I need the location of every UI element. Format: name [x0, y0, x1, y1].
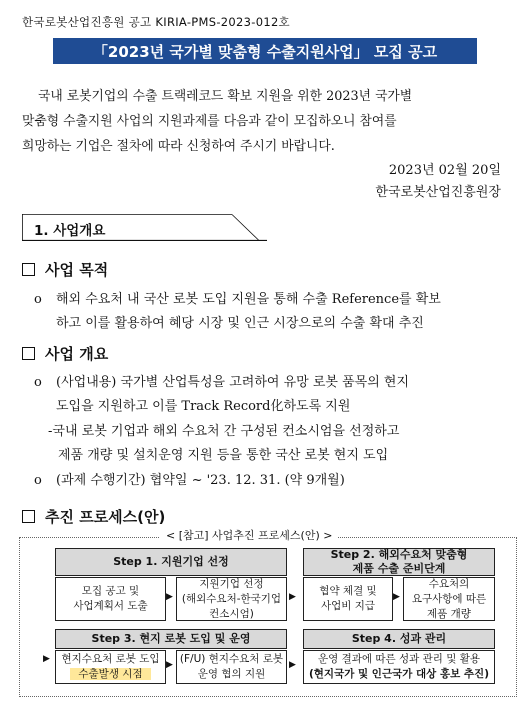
step-1-a-line-2: 사업계획서 도출	[73, 600, 148, 612]
step-2-cell-b	[403, 577, 495, 621]
checkbox-square-icon	[22, 347, 35, 360]
overview-b1-line-1: (사업내용) 국가별 산업특성을 고려하여 유망 로봇 품목의 현지	[56, 375, 410, 390]
overview-heading	[22, 343, 108, 364]
bullet-mark: o	[34, 473, 42, 488]
export-point-highlight: 수출발생 시점	[70, 668, 150, 680]
process-diagram-label: < [참고] 사업추진 프로세스(안) >	[160, 527, 338, 543]
step-3-cell-a	[55, 650, 166, 684]
announcement-title: 「2023년 국가별 맞춤형 수출지원사업」 모집 공고	[53, 38, 477, 64]
step-3-a-line-1: 현지수요처 로봇 도입	[61, 653, 160, 665]
arrow-right-icon: ▶	[289, 660, 296, 670]
step-1-cell-a	[55, 577, 166, 621]
step-3-b-line-1: (F/U) 현지수요처 로봇	[179, 653, 284, 665]
overview-heading-text: 사업 개요	[45, 345, 109, 363]
intro-line-3: 희망하는 기업은 절차에 따라 신청하여 주시기 바랍니다.	[22, 139, 335, 154]
announcement-date: 2023년 02월 20일	[388, 163, 501, 178]
overview-bullet-1	[34, 371, 504, 419]
intro-line-2: 맞춤형 수출지원 사업의 지원과제를 다음과 같이 모집하오니 참여를	[22, 114, 397, 129]
overview-b2-line: (과제 수행기간) 협약일 ~ '23. 12. 31. (약 9개월)	[56, 473, 345, 488]
purpose-line-2: 하고 이를 활용하여 혜당 시장 및 인근 시장으로의 수출 확대 추진	[56, 316, 424, 331]
step-1-cell-b	[176, 577, 287, 621]
step-4-cell	[303, 650, 495, 684]
step-4-title: Step 4. 성과 관리	[303, 629, 495, 649]
step-4-line-1: 운영 결과에 따른 성과 관리 및 활용	[317, 653, 481, 665]
step-1-b-line-2: (해외수요처-한국기업	[181, 592, 282, 605]
section-1-header	[22, 214, 267, 241]
bullet-mark: o	[34, 292, 42, 307]
intro-paragraph	[22, 84, 506, 159]
issuing-organization: 한국로봇산업진흥원장	[375, 185, 501, 200]
checkbox-square-icon	[22, 263, 35, 276]
overview-sub-bullet	[48, 420, 508, 468]
process-heading-text: 추진 프로세스(안)	[45, 508, 166, 526]
step-2-b-line-1: 수요처의	[428, 577, 470, 590]
step-2-title-line-1: Step 2. 해외수요처 맞춤형	[330, 548, 468, 561]
step-2-b-line-2: 요구사항에 따른	[411, 592, 487, 605]
step-1-b-line-3: 컨소시엄)	[209, 607, 254, 620]
overview-sub-line-2: 제품 개량 및 설치운영 지원 등을 통한 국산 로봇 현지 도입	[58, 448, 389, 463]
step-3-title: Step 3. 현지 로봇 도입 및 운영	[55, 629, 287, 649]
overview-sub-line-1: -국내 로봇 기업과 해외 수요처 간 구성된 컨소시엄을 선정하고	[48, 424, 400, 439]
process-heading	[22, 506, 165, 527]
step-1-a-line-1: 모집 공고 및	[81, 585, 140, 597]
overview-bullet-2	[34, 469, 504, 493]
step-4-line-2: (현지국가 및 인근국가 대상 홍보 추진)	[308, 668, 490, 680]
step-2-cell-a	[303, 577, 393, 621]
notice-number: 한국로봇산업진흥원 공고 KIRIA-PMS-2023-012호	[22, 15, 290, 29]
purpose-line-1: 해외 수요처 내 국산 로봇 도입 지원을 통해 수출 Reference를 확보	[56, 292, 441, 307]
step-2-title	[303, 548, 495, 576]
bullet-mark: o	[34, 375, 42, 390]
arrow-right-icon: ▶	[166, 660, 173, 670]
checkbox-square-icon	[22, 510, 35, 523]
step-1-b-line-1: 지원기업 선정	[199, 577, 264, 590]
step-2-a-line-2: 사업비 지급	[320, 600, 376, 612]
purpose-heading	[22, 259, 108, 280]
overview-b1-line-2: 도입을 지원하고 이를 Track Record化하도록 지원	[56, 399, 351, 414]
step-3-b-line-2: 운영 협의 지원	[197, 668, 266, 680]
arrow-right-icon: ▶	[43, 654, 50, 664]
section-1-title: 1. 사업개요	[34, 223, 106, 239]
step-3-cell-b	[176, 650, 287, 684]
arrow-right-icon: ▶	[393, 592, 400, 602]
step-2-title-line-2: 제품 수출 준비단계	[352, 562, 446, 575]
arrow-right-icon: ▶	[289, 592, 296, 602]
arrow-right-icon: ▶	[166, 592, 173, 602]
step-2-b-line-3: 제품 개량	[427, 607, 471, 620]
purpose-heading-text: 사업 목적	[45, 261, 109, 279]
step-2-a-line-1: 협약 체결 및	[319, 585, 377, 597]
intro-line-1: 국내 로봇기업의 수출 트랙레코드 확보 지원을 위한 2023년 국가별	[38, 89, 413, 104]
purpose-bullet	[34, 288, 504, 336]
step-1-title: Step 1. 지원기업 선정	[55, 548, 287, 576]
